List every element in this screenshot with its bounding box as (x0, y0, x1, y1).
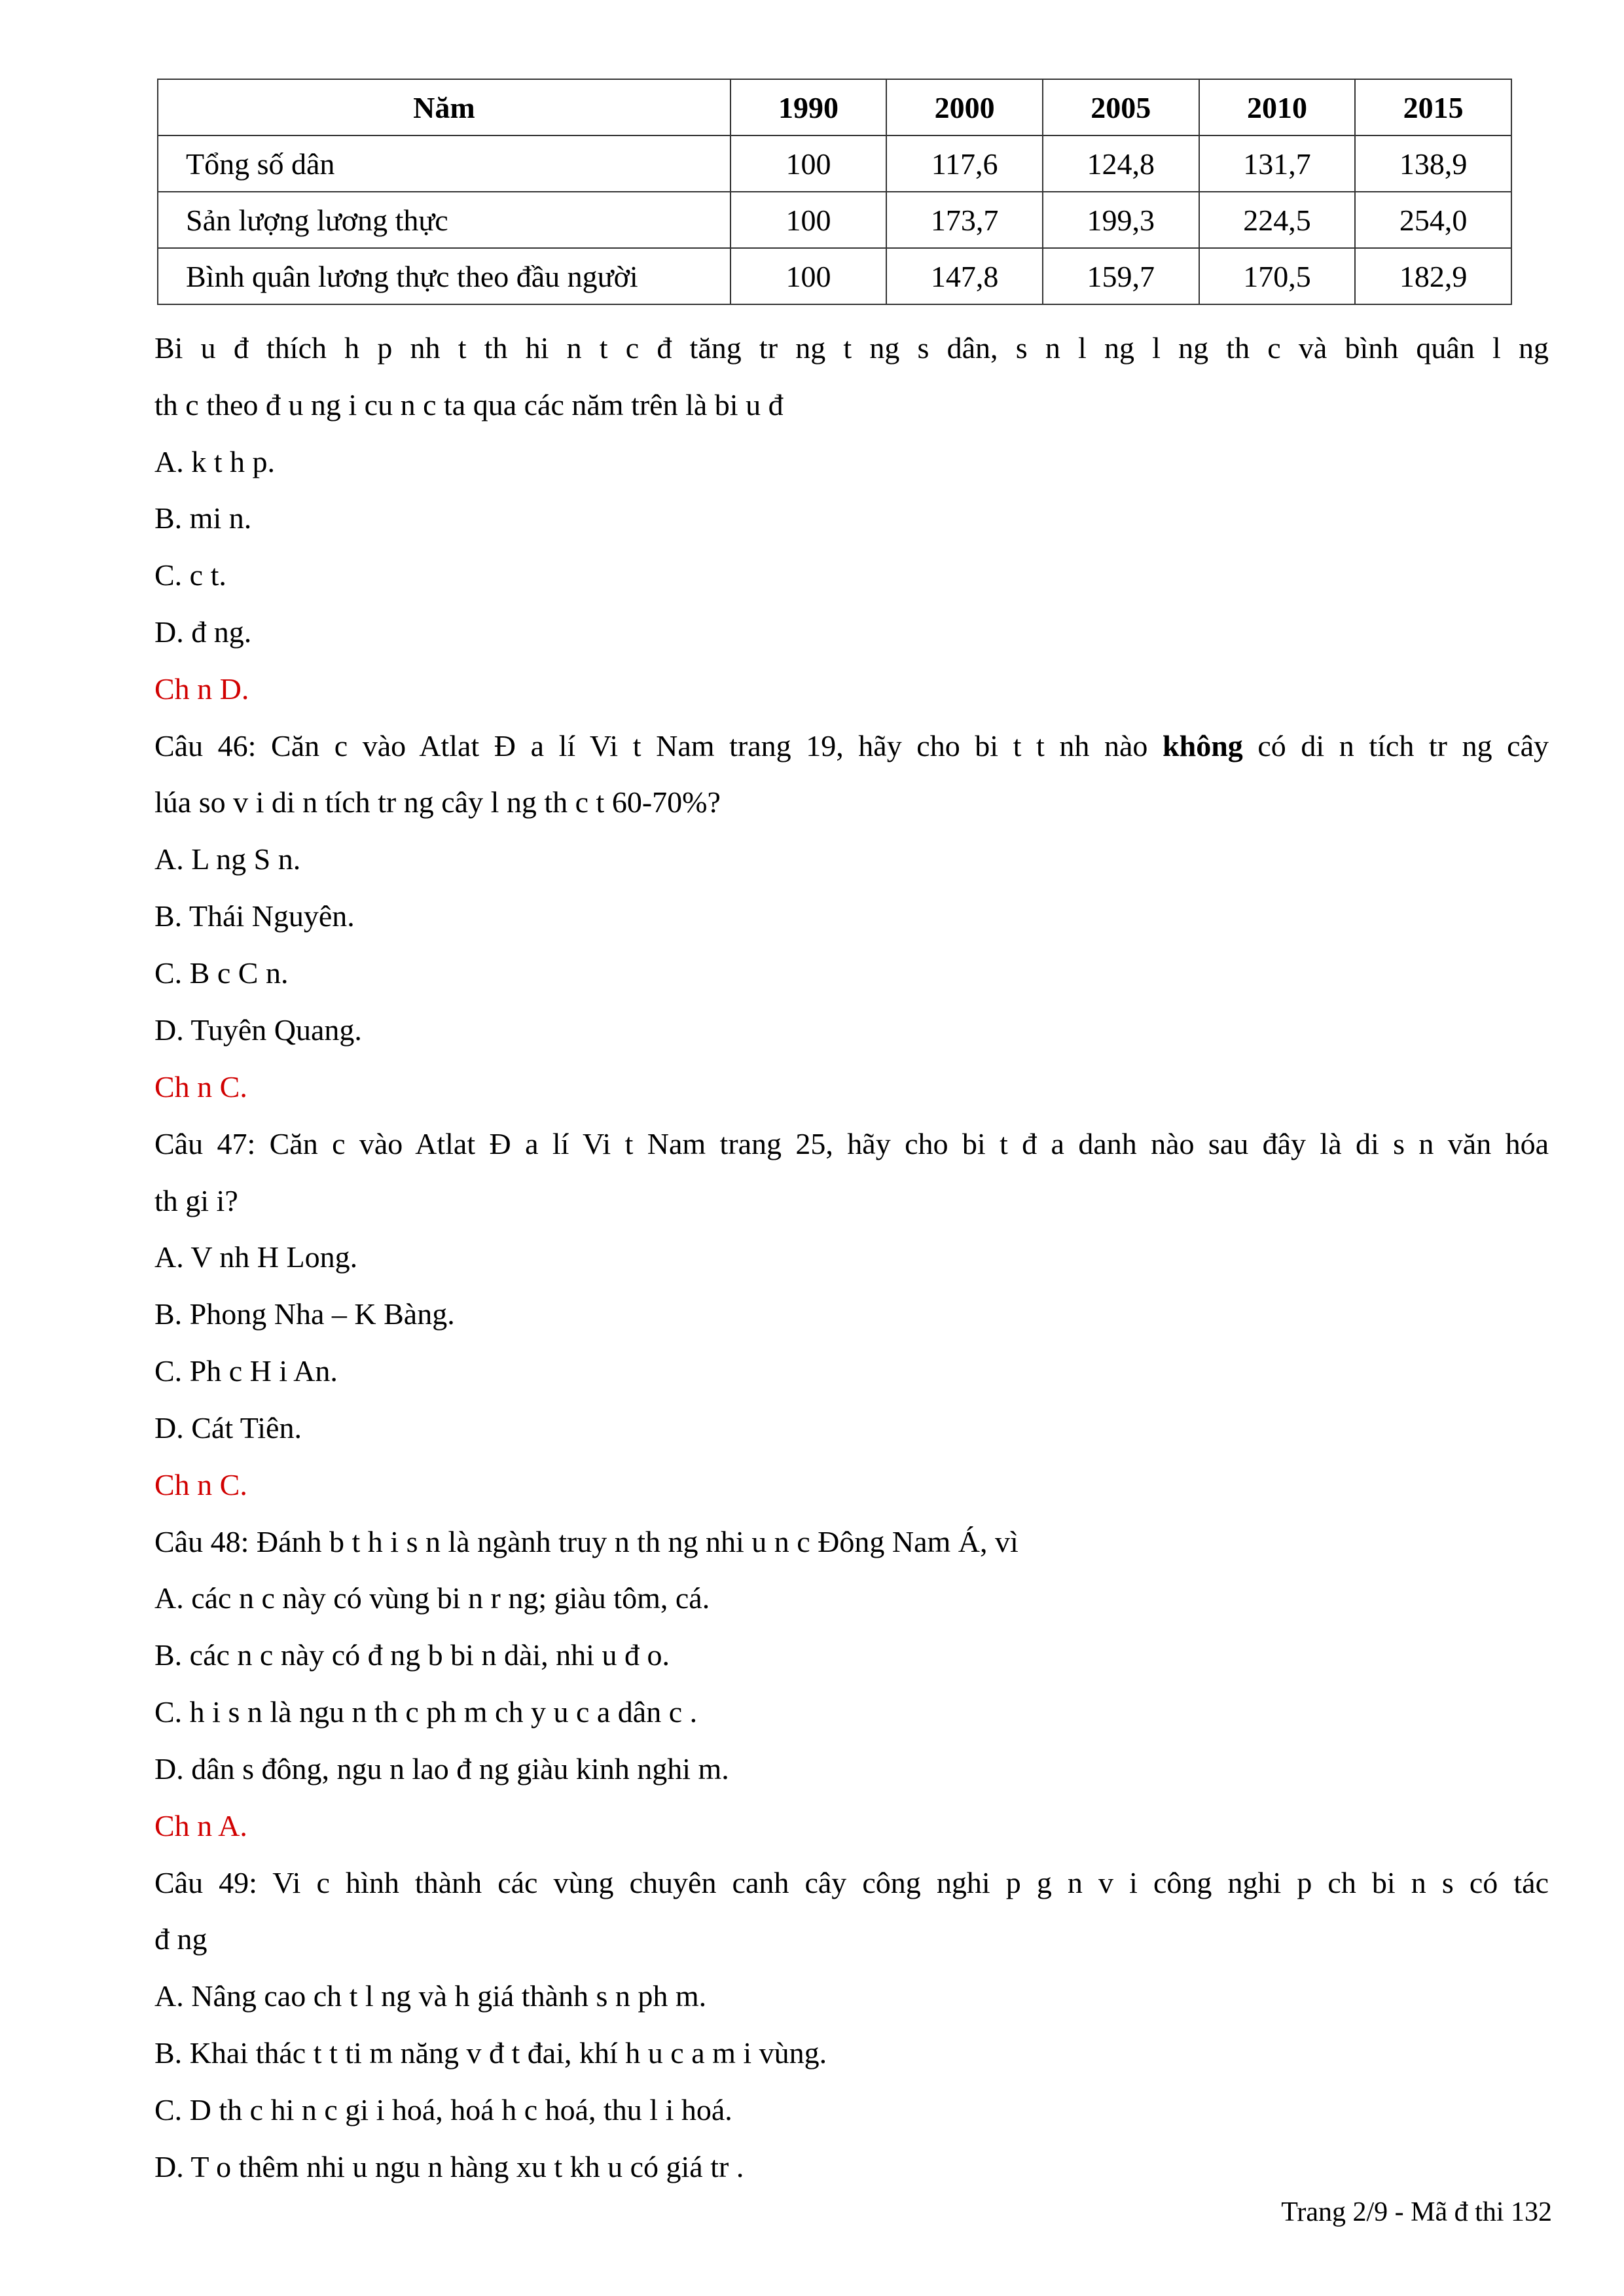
q45-option-a: A. k t h p. (154, 445, 275, 478)
table-cell: 100 (731, 248, 887, 304)
q47-answer: Ch n C. (154, 1468, 247, 1501)
table-row (158, 135, 1511, 192)
q47-option-d: D. Cát Tiên. (154, 1411, 302, 1444)
q45-option-b: B. mi n. (154, 501, 252, 535)
q45-stem-line: Bi u đ thích h p nh t th hi n t c đ tăng tr ng t ng s dân, s n l ng l ng th c và bình quân l ng (154, 331, 1549, 365)
q48-option-a: A. các n c này có vùng bi n r ng; giàu tôm, cá. (154, 1581, 710, 1615)
table-cell: 159,7 (1043, 248, 1199, 304)
q46-stem-line (154, 726, 1549, 766)
table-cell: 100 (731, 135, 887, 192)
table-cell: 147,8 (886, 248, 1043, 304)
table-cell: 138,9 (1355, 135, 1511, 192)
table-cell: 173,7 (886, 192, 1043, 248)
table-cell: 254,0 (1355, 192, 1511, 248)
q45-answer: Ch n D. (154, 672, 249, 706)
table-cell: 100 (731, 192, 887, 248)
q48-option-d: D. dân s đông, ngu n lao đ ng giàu kinh nghi m. (154, 1752, 729, 1785)
q45-option-c: C. c t. (154, 558, 226, 592)
q47-stem-line: th gi i? (154, 1184, 238, 1217)
table-cell: 117,6 (886, 135, 1043, 192)
table-cell: 131,7 (1199, 135, 1356, 192)
q48-option-c: C. h i s n là ngu n th c ph m ch y u c a dân c . (154, 1695, 698, 1729)
table-row-label: Bình quân lương thực theo đầu người (158, 248, 731, 304)
q46-stem-emphasis: không (1163, 729, 1243, 762)
table-header-cell: Năm (158, 79, 731, 135)
q46-option-a: A. L ng S n. (154, 842, 301, 876)
table-cell: 170,5 (1199, 248, 1356, 304)
table-row-label: Sản lượng lương thực (158, 192, 731, 248)
q47-option-a: A. V nh H Long. (154, 1240, 358, 1274)
q49-stem-line: đ ng (154, 1922, 208, 1956)
table-row (158, 192, 1511, 248)
q49-option-d: D. T o thêm nhi u ngu n hàng xu t kh u có giá tr . (154, 2150, 744, 2183)
q47-stem-line: Câu 47: Căn c vào Atlat Đ a lí Vi t Nam trang 25, hãy cho bi t đ a danh nào sau đây là di s n văn hóa (154, 1127, 1549, 1160)
q49-option-a: A. Nâng cao ch t l ng và h giá thành s n ph m. (154, 1979, 707, 2013)
q46-answer: Ch n C. (154, 1070, 247, 1103)
table-header-cell: 2015 (1355, 79, 1511, 135)
q46-option-c: C. B c C n. (154, 956, 289, 990)
table-cell: 224,5 (1199, 192, 1356, 248)
q47-option-c: C. Ph c H i An. (154, 1354, 338, 1388)
q45-stem-line: th c theo đ u ng i cu n c ta qua các năm trên là bi u đ (154, 388, 784, 422)
table-header-cell: 2010 (1199, 79, 1356, 135)
q49-stem-line: Câu 49: Vi c hình thành các vùng chuyên canh cây công nghi p g n v i công nghi p ch bi n s có tác (154, 1866, 1549, 1899)
table-row-label: Tổng số dân (158, 135, 731, 192)
q49-option-c: C. D th c hi n c gi i hoá, hoá h c hoá, thu l i hoá. (154, 2093, 732, 2126)
q49-option-b: B. Khai thác t t ti m năng v đ t đai, khí h u c a m i vùng. (154, 2036, 827, 2070)
table-header-cell: 2000 (886, 79, 1043, 135)
table-row (158, 248, 1511, 304)
q46-stem-line: lúa so v i di n tích tr ng cây l ng th c t 60-70%? (154, 785, 721, 819)
q45-option-d: D. đ ng. (154, 615, 252, 649)
table-cell: 124,8 (1043, 135, 1199, 192)
q46-stem-text: Câu 46: Căn c vào Atlat Đ a lí Vi t Nam trang 19, hãy cho bi t t nh nào (154, 729, 1148, 762)
q46-stem-text: có di n tích tr ng cây (1257, 729, 1549, 762)
page-footer: Trang 2/9 - Mã đ thi 132 (1281, 2197, 1552, 2227)
table-header-row (158, 79, 1511, 135)
q46-option-b: B. Thái Nguyên. (154, 899, 355, 933)
q46-option-d: D. Tuyên Quang. (154, 1013, 362, 1047)
table-cell: 199,3 (1043, 192, 1199, 248)
q48-stem-line: Câu 48: Đánh b t h i s n là ngành truy n th ng nhi u n c Đông Nam Á, vì (154, 1525, 1019, 1558)
table-cell: 182,9 (1355, 248, 1511, 304)
q47-option-b: B. Phong Nha – K Bàng. (154, 1297, 455, 1331)
q48-option-b: B. các n c này có đ ng b bi n dài, nhi u đ o. (154, 1638, 670, 1672)
table-header-cell: 1990 (731, 79, 887, 135)
table-header-cell: 2005 (1043, 79, 1199, 135)
data-table (157, 79, 1512, 305)
q48-answer: Ch n A. (154, 1809, 247, 1842)
